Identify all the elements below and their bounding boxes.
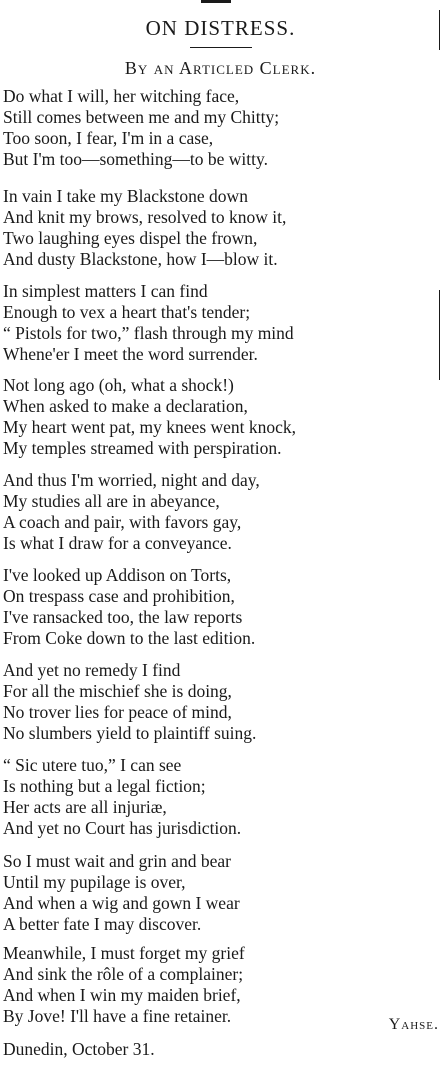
verse-line: No trover lies for peace of mind, xyxy=(3,702,232,722)
stanza xyxy=(3,281,439,365)
verse-line: And thus I'm worried, night and day, xyxy=(3,470,260,490)
poem-byline: By an Articled Clerk. xyxy=(124,58,317,78)
verse-line: No slumbers yield to plaintiff suing. xyxy=(3,723,257,743)
stanza xyxy=(3,86,439,170)
verse-line: “ Sic utere tuo,” I can see xyxy=(3,755,182,775)
verse-line: My studies all are in abeyance, xyxy=(3,491,220,511)
verse-line: And yet no remedy I find xyxy=(3,660,181,680)
verse-line: When asked to make a declaration, xyxy=(3,396,248,416)
verse-line: On trespass case and prohibition, xyxy=(3,586,235,606)
verse-line: Whene'er I meet the word surrender. xyxy=(3,344,258,364)
verse-line: Still comes between me and my Chitty; xyxy=(3,107,280,127)
stanza xyxy=(3,851,439,935)
poem-title: ON DISTRESS. xyxy=(145,16,296,40)
verse-line: Enough to vex a heart that's tender; xyxy=(3,302,251,322)
dateline: Dunedin, October 31. xyxy=(3,1039,155,1059)
stanza xyxy=(3,755,439,839)
verse-line: And when I win my maiden brief, xyxy=(3,985,241,1005)
stanza xyxy=(3,565,439,649)
verse-line: Her acts are all injuriæ, xyxy=(3,797,167,817)
verse-line: So I must wait and grin and bear xyxy=(3,851,231,871)
stanza xyxy=(3,375,439,459)
verse-line: And sink the rôle of a complainer; xyxy=(3,964,244,984)
verse-line: Meanwhile, I must forget my grief xyxy=(3,943,245,963)
verse-line: Two laughing eyes dispel the frown, xyxy=(3,228,258,248)
column-rule xyxy=(439,290,440,380)
verse-line: My temples streamed with perspiration. xyxy=(3,438,282,458)
verse-line: A better fate I may discover. xyxy=(3,914,202,934)
verse-line: Is nothing but a legal fiction; xyxy=(3,776,206,796)
author-signature: Yahse. xyxy=(388,1016,439,1033)
verse-line: Not long ago (oh, what a shock!) xyxy=(3,375,234,395)
stanza xyxy=(3,470,439,554)
verse-line: In vain I take my Blackstone down xyxy=(3,186,248,206)
title-rule-divider xyxy=(190,47,252,48)
verse-line: Do what I will, her witching face, xyxy=(3,86,240,106)
verse-line: By Jove! I'll have a fine retainer. xyxy=(3,1006,232,1026)
top-rule-divider xyxy=(201,0,231,3)
verse-line: And yet no Court has jurisdiction. xyxy=(3,818,242,838)
verse-line: For all the mischief she is doing, xyxy=(3,681,232,701)
verse-line: Is what I draw for a conveyance. xyxy=(3,533,232,553)
verse-line: My heart went pat, my knees went knock, xyxy=(3,417,297,437)
verse-line: Until my pupilage is over, xyxy=(3,872,186,892)
verse-line: “ Pistols for two,” flash through my mind xyxy=(3,323,294,343)
verse-line: I've ransacked too, the law reports xyxy=(3,607,243,627)
verse-line: But I'm too—something—to be witty. xyxy=(3,149,268,169)
verse-line: And dusty Blackstone, how I—blow it. xyxy=(3,249,278,269)
verse-line: A coach and pair, with favors gay, xyxy=(3,512,242,532)
verse-line: From Coke down to the last edition. xyxy=(3,628,256,648)
verse-line: And knit my brows, resolved to know it, xyxy=(3,207,287,227)
stanza xyxy=(3,943,439,1027)
verse-line: Too soon, I fear, I'm in a case, xyxy=(3,128,214,148)
verse-line: I've looked up Addison on Torts, xyxy=(3,565,232,585)
stanza xyxy=(3,186,439,270)
verse-line: In simplest matters I can find xyxy=(3,281,208,301)
verse-line: And when a wig and gown I wear xyxy=(3,893,240,913)
stanza xyxy=(3,660,439,744)
